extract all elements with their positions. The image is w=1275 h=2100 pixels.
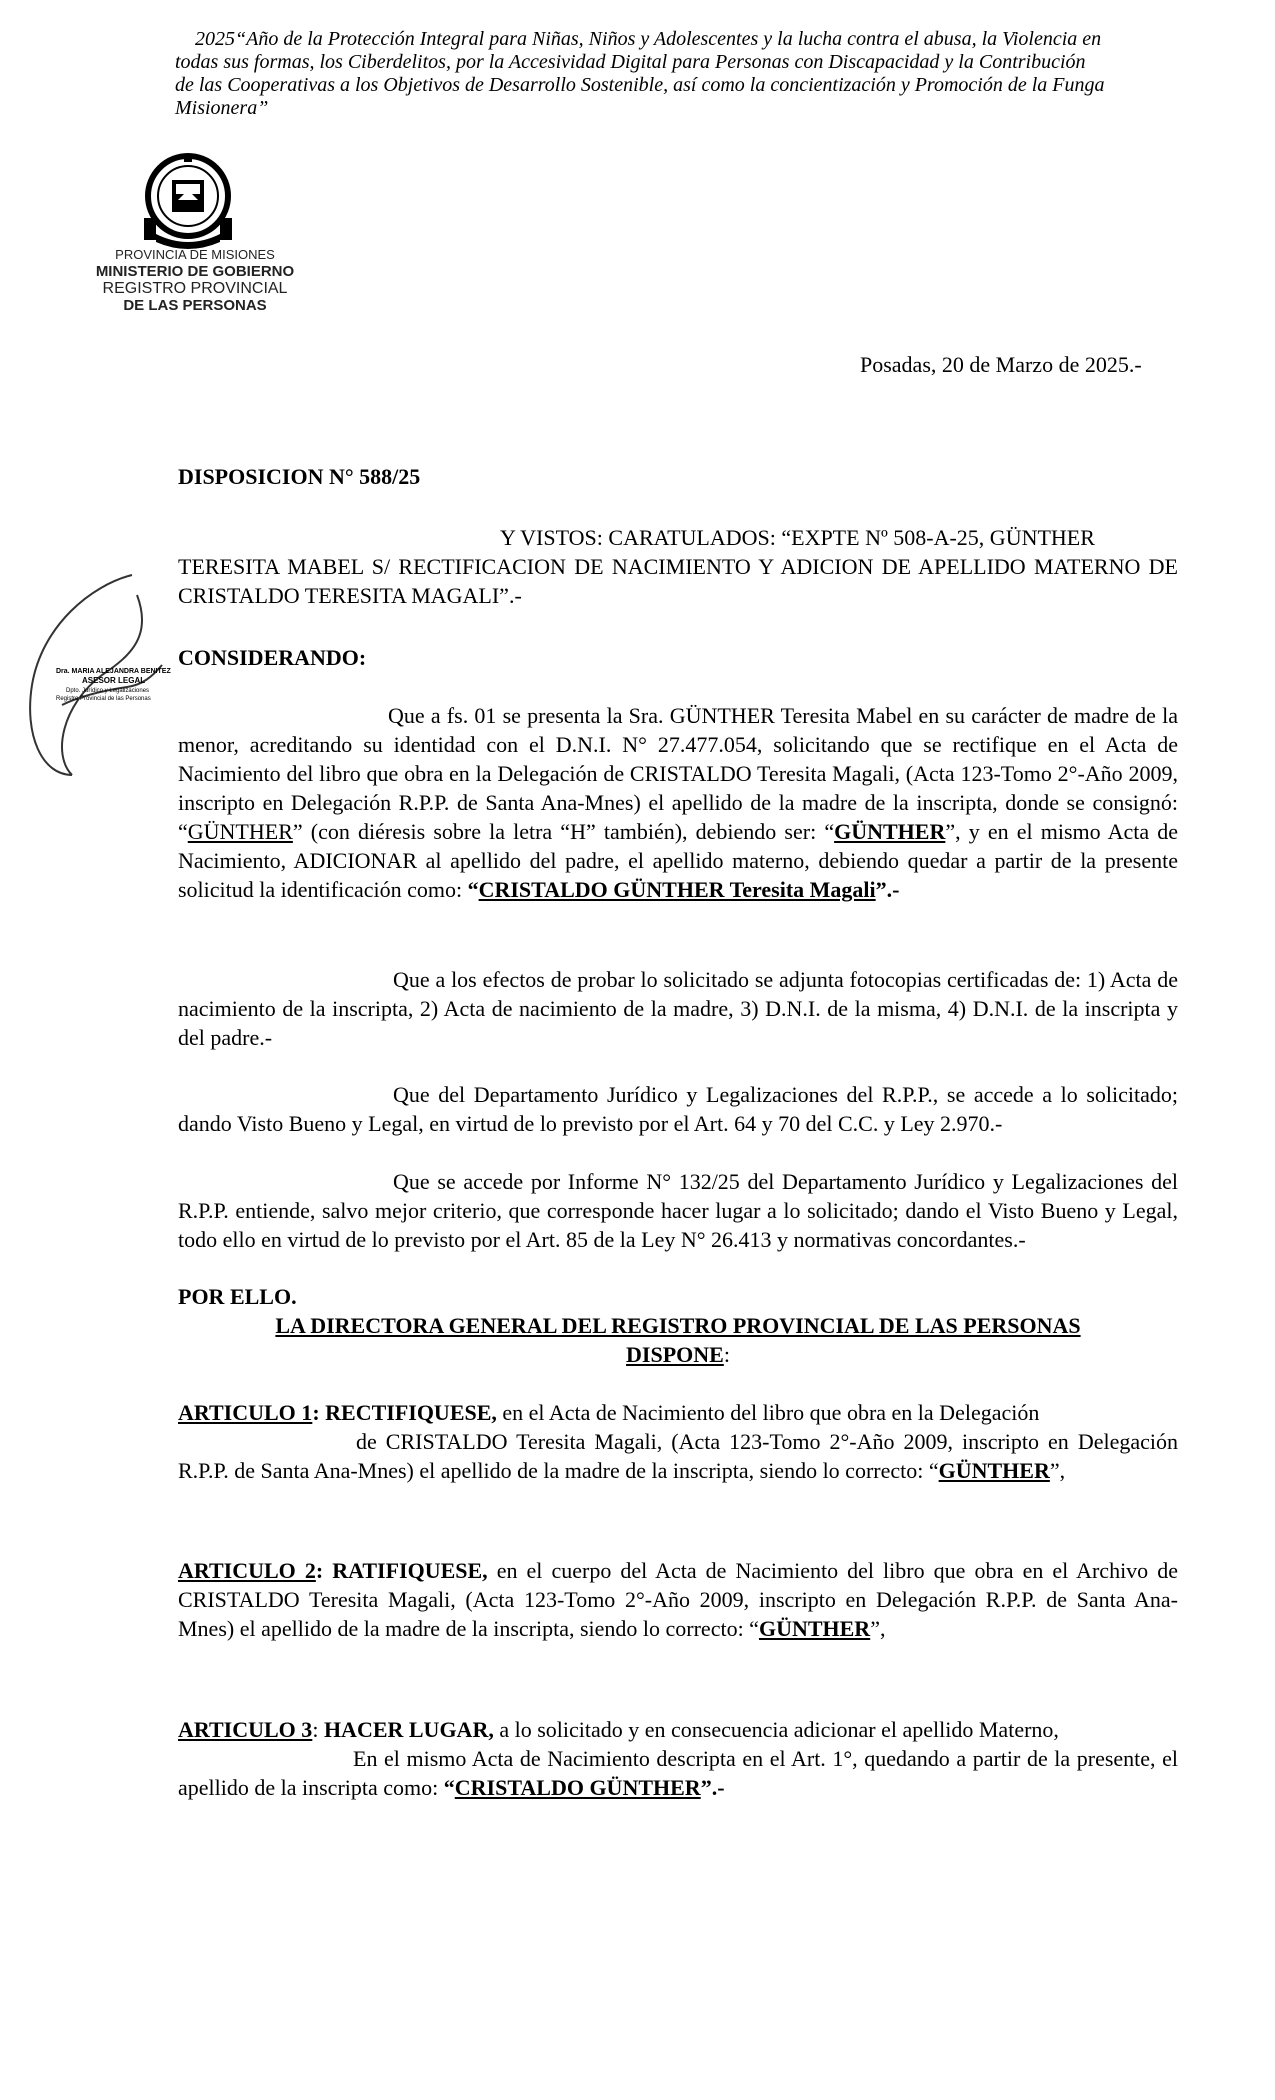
- considerando-paragraph-3: [178, 1080, 1178, 1138]
- institution-line-registry: REGISTRO PROVINCIAL: [102, 280, 288, 297]
- article-2-text: en el cuerpo del Acta de Nacimiento del libro que obra en el Archivo de CRISTALDO Teresita Magali, (Acta 123-Tomo 2°-Año 2009, inscripto en Delegación R.P.P. de Santa Ana-Mnes) el apellido de la madre de la inscripta, siendo lo correcto: “: [178, 1558, 1178, 1641]
- article-1-line-2: de CRISTALDO Teresita Magali, (Acta 123-Tomo 2°-Año 2009, inscripto en Delegación R.P.P. de Santa Ana-Mnes) el apellido de la madre de la inscripta, siendo lo correcto: “: [178, 1429, 1178, 1483]
- article-3-quote-close: ”.-: [700, 1775, 725, 1800]
- article-1-verb: : RECTIFIQUESE,: [312, 1400, 497, 1425]
- dispone-heading: [178, 1311, 1178, 1369]
- considerando-paragraph-2: [178, 965, 1178, 1052]
- considerando-paragraph-4: [178, 1167, 1178, 1254]
- article-2-name: GÜNTHER: [758, 1616, 871, 1641]
- article-1-label: ARTICULO 1: [178, 1400, 313, 1425]
- province-crest-icon: [138, 150, 238, 250]
- p1-text-2: ” (con diéresis sobre la letra “H” también), debiendo ser: “: [292, 819, 835, 844]
- article-2-end: ”,: [870, 1616, 886, 1641]
- stamp-registry: Registro Provincial de las Personas: [56, 696, 151, 702]
- motto-header: [175, 28, 1175, 120]
- considerando-paragraph-1: [178, 701, 1178, 904]
- p1-text-3: ”, y en el mismo Acta de Nacimiento, ADICIONAR al apellido del padre, el apellido materno, debiendo quedar a partir de la presente solicitud la identificación como:: [178, 819, 1178, 902]
- p1-text: Que a fs. 01 se presenta la Sra. GÜNTHER Teresita Mabel en su carácter de madre de la menor, acreditando su identidad con el D.N.I. N° 27.477.054, solicitando que se rectifique en el Acta de Nacimiento del libro que obra en la Delegación de CRISTALDO Teresita Magali, (Acta 123-Tomo 2°-Año 2009, inscripto en Delegación R.P.P. de Santa Ana-Mnes) el apellido de la madre de la inscripta, donde se consignó: “: [178, 703, 1178, 844]
- article-1: [178, 1398, 1178, 1485]
- p1-name-2: GÜNTHER: [834, 819, 946, 844]
- stamp-department: Dpto. Jurídico y Legalizaciones: [66, 688, 150, 694]
- vistos-line-2: TERESITA MABEL S/ RECTIFICACION DE NACIMIENTO Y ADICION DE APELLIDO MATERNO DE CRISTALDO TERESITA MAGALI”.-: [178, 554, 1178, 608]
- motto-line: todas sus formas, los Ciberdelitos, por la Accesividad Digital para Personas con Discapacidad y la Contribución: [175, 51, 1086, 73]
- signature-stroke: [30, 575, 142, 775]
- document-date: Posadas, 20 de Marzo de 2025.-: [860, 352, 1142, 377]
- article-3-colon: :: [312, 1717, 324, 1742]
- institution-line-persons: DE LAS PERSONAS: [123, 297, 267, 314]
- institution-block: [60, 246, 330, 314]
- dispone-heading-line-1: LA DIRECTORA GENERAL DEL REGISTRO PROVINCIAL DE LAS PERSONAS: [275, 1313, 1081, 1338]
- institution-line-ministry: MINISTERIO DE GOBIERNO: [95, 263, 295, 280]
- dispone-word: DISPONE: [626, 1342, 724, 1367]
- motto-line: Misionera”: [175, 97, 269, 119]
- p3-text: Que del Departamento Jurídico y Legalizaciones del R.P.P., se accede a lo solicitado; dando Visto Bueno y Legal, en virtud de lo previsto por el Art. 64 y 70 del C.C. y Ley 2.970.-: [178, 1082, 1178, 1136]
- p1-name-1: GÜNTHER: [187, 819, 293, 844]
- motto-line: de las Cooperativas a los Objetivos de Desarrollo Sostenible, así como la concientización y Promoción de la Funga: [175, 74, 1105, 96]
- article-3-line-1: a lo solicitado y en consecuencia adicionar el apellido Materno,: [493, 1717, 1059, 1742]
- p4-text: Que se accede por Informe N° 132/25 del Departamento Jurídico y Legalizaciones del R.P.P. entiende, salvo mejor criterio, que corresponde hacer lugar a lo solicitado; dando el Visto Bueno y Legal, todo ello en virtud de lo previsto por el Art. 85 de la Ley N° 26.413 y normativas concordantes.-: [178, 1169, 1178, 1252]
- p2-text: Que a los efectos de probar lo solicitado se adjunta fotocopias certificadas de: 1) Acta de nacimiento de la inscripta, 2) Acta de nacimiento de la madre, 3) D.N.I. de la misma, 4) D.N.I. de la inscripta y del padre.-: [178, 967, 1178, 1050]
- vistos-line-1: Y VISTOS: CARATULADOS: “EXPTE Nº 508-A-25, GÜNTHER: [500, 525, 1095, 550]
- p1-quote-close: ”.-: [875, 877, 900, 902]
- article-2: [178, 1556, 1178, 1643]
- article-1-end: ”,: [1049, 1458, 1066, 1483]
- article-3-verb: HACER LUGAR,: [323, 1717, 494, 1742]
- por-ello: POR ELLO.: [178, 1284, 297, 1309]
- p1-full-name: CRISTALDO GÜNTHER Teresita Magali: [478, 877, 876, 902]
- article-2-verb: : RATIFIQUESE,: [315, 1558, 488, 1583]
- stamp-name: Dra. MARIA ALEJANDRA BENITEZ: [56, 668, 171, 675]
- article-2-label: ARTICULO 2: [178, 1558, 316, 1583]
- motto-line: 2025“Año de la Protección Integral para Niñas, Niños y Adolescentes y la lucha contra el abusa, la Violencia en: [195, 28, 1102, 50]
- article-3-line-2: En el mismo Acta de Nacimiento descripta en el Art. 1°, quedando a partir de la presente, el apellido de la inscripta como:: [178, 1746, 1178, 1800]
- article-1-line-1: en el Acta de Nacimiento del libro que obra en la Delegación: [496, 1400, 1040, 1425]
- article-3-name: CRISTALDO GÜNTHER: [454, 1775, 701, 1800]
- signature-stamp: [12, 555, 182, 785]
- dispone-colon: :: [723, 1342, 730, 1367]
- p1-quote-open: “: [467, 877, 479, 902]
- institution-line-province: PROVINCIA DE MISIONES: [115, 247, 275, 262]
- disposition-title: DISPOSICION N° 588/25: [178, 464, 421, 489]
- article-3: [178, 1715, 1178, 1802]
- stamp-title: ASESOR LEGAL: [82, 676, 146, 685]
- article-3-quote-open: “: [443, 1775, 455, 1800]
- considerando-heading: CONSIDERANDO:: [178, 645, 367, 670]
- vistos-section: [178, 523, 1178, 610]
- article-3-label: ARTICULO 3: [178, 1717, 313, 1742]
- article-1-name: GÜNTHER: [938, 1458, 1050, 1483]
